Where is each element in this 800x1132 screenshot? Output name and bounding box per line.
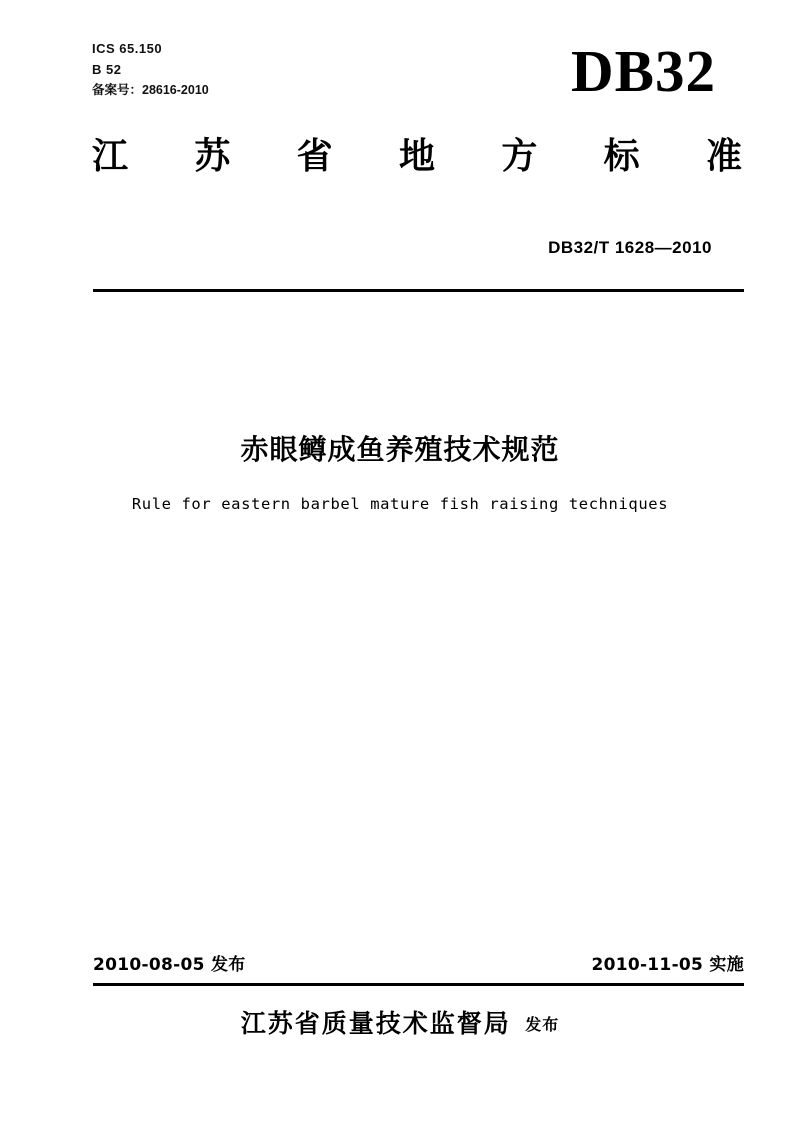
province-title-char-1: 江 (92, 136, 129, 177)
issue-date: 2010-08-05 发布 (93, 955, 246, 975)
classification-code: B 52 (92, 62, 122, 77)
province-title-char-4: 地 (398, 136, 435, 177)
document-title-english: Rule for eastern barbel mature fish raising techniques (131, 495, 669, 513)
effective-date: 2010-11-05 实施 (591, 955, 744, 975)
publisher-action: 发布 (525, 1015, 560, 1034)
ics-code: ICS 65.150 (92, 41, 163, 56)
province-standard-title (92, 135, 742, 178)
province-title-char-5: 方 (501, 136, 538, 177)
ics-block (92, 38, 209, 101)
province-title-char-3: 省 (296, 136, 333, 177)
filing-number: 备案号：28616-2010 (92, 83, 209, 97)
dates-row (93, 950, 744, 975)
footer-divider (93, 983, 744, 986)
province-title-char-7: 准 (705, 136, 742, 177)
province-title-char-6: 标 (603, 136, 640, 177)
header-divider (93, 289, 744, 292)
publisher-line (0, 1004, 800, 1040)
document-title-chinese: 赤眼鳟成鱼养殖技术规范 (240, 433, 560, 466)
standard-number: DB32/T 1628—2010 (548, 238, 712, 257)
publisher-organization: 江苏省质量技术监督局 (240, 1009, 511, 1038)
province-title-char-2: 苏 (194, 136, 231, 177)
db32-logo: DB32 (571, 38, 716, 104)
